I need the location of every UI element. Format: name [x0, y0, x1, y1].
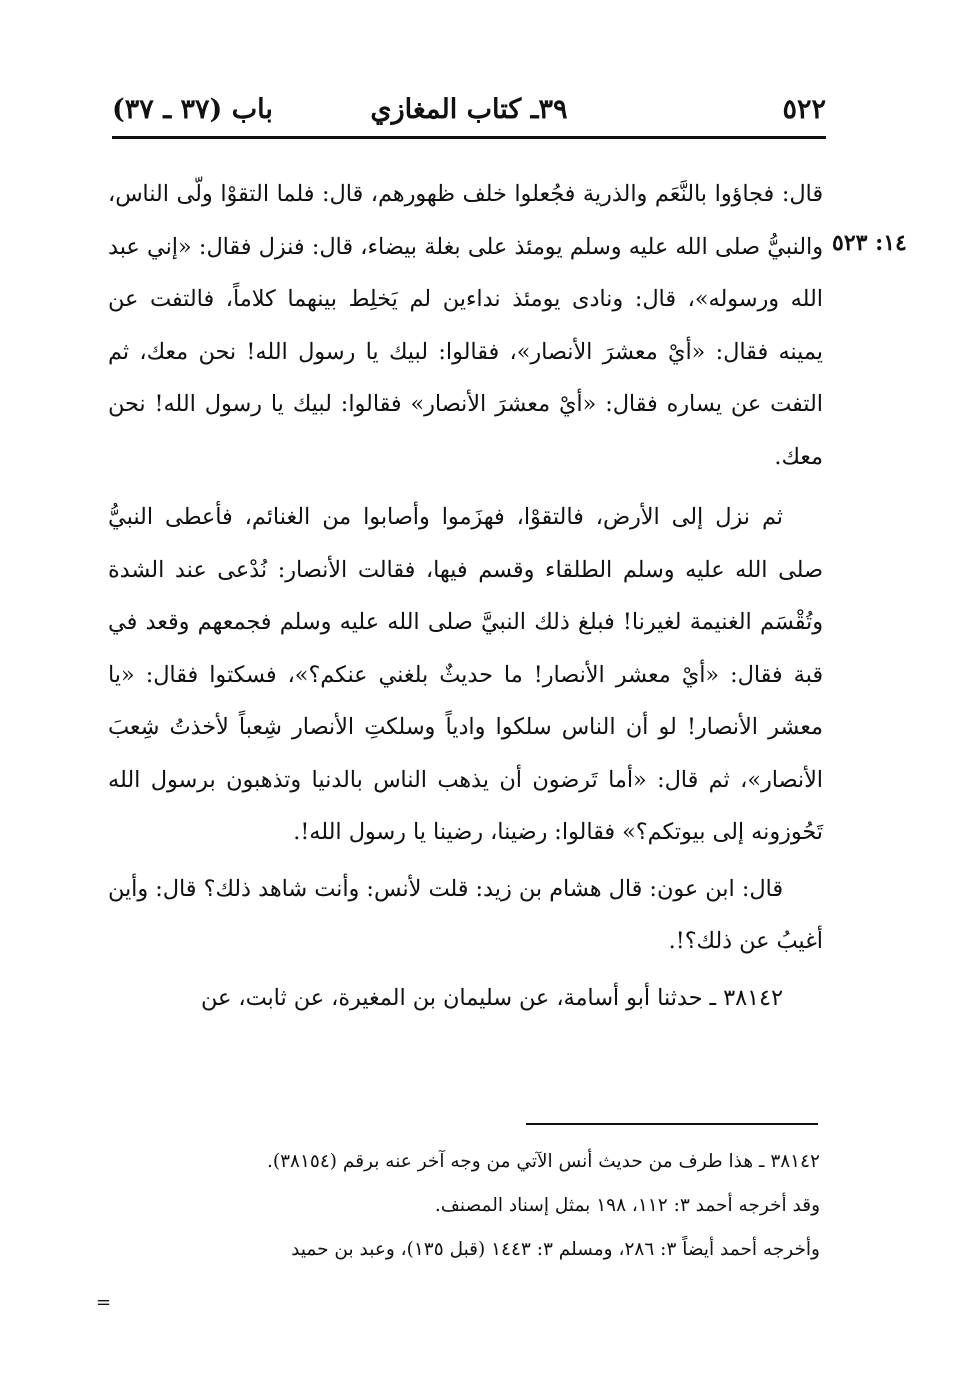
paragraph-1: قال: فجاؤوا بالنَّعَم والذرية فجُعلوا خلف ظهورهم، قال: فلما التقوْا ولّى الناس، والنبيُّ صلى الله عليه وسلم يومئذ على بغلة بيضاء، قال: فنزل فقال: «إني عبد الله ورسوله»، قال: ونادى يومئذ نداءين لم يَخلِط بينهما كلاماً، فالتفت عن يمينه فقال: «أيْ معشرَ الأنصار»، فقالوا: لبيك يا رسول الله! نحن معك، ثم التفت عن يساره فقال: «أيْ معشرَ الأنصار» فقالوا: لبيك يا رسول الله! نحن معك.	[108, 181, 823, 470]
footnotes	[96, 1140, 820, 1272]
paragraph-2: ثم نزل إلى الأرض، فالتقوْا، فهزَموا وأصابوا من الغنائم، فأعطى النبيُّ صلى الله عليه وسلم الطلقاء وقسم فيها، فقالت الأنصار: نُدْعى عند الشدة وتُقْسَم الغنيمة لغيرنا! فبلغ ذلك النبيَّ صلى الله عليه وسلم فجمعهم وقعد في قبة فقال: «أيْ معشر الأنصار! ما حديثٌ بلغني عنكم؟»، فسكتوا فقال: «يا معشر الأنصار! لو أن الناس سلكوا وادياً وسلكتِ الأنصار شِعباً لأخذتُ شِعبَ الأنصار»، ثم قال: «أما تَرضون أن يذهب الناس بالدنيا وتذهبون برسول الله تَحُوزونه إلى بيوتكم؟» فقالوا: رضينا، رضينا يا رسول الله!.	[108, 504, 823, 845]
book-title: ٣٩ـ كتاب المغازي	[370, 94, 568, 125]
main-text	[108, 168, 823, 1024]
paragraph-3: قال: ابن عون: قال هشام بن زيد: قلت لأنس: وأنت شاهد ذلك؟ قال: وأين أغيبُ عن ذلك؟!.	[108, 875, 823, 954]
footnote-divider	[526, 1123, 818, 1125]
margin-reference: ١٤: ٥٢٣	[832, 230, 907, 256]
continuation-mark: =	[96, 1292, 112, 1313]
footnote-2: وقد أخرجه أحمد ٣: ١١٢، ١٩٨ بمثل إسناد المصنف.	[434, 1195, 820, 1216]
hadith-38142-start: ٣٨١٤٢ ـ حدثنا أبو أسامة، عن سليمان بن المغيرة، عن ثابت، عن	[201, 984, 783, 1011]
footnote-1: ٣٨١٤٢ ـ هذا طرف من حديث أنس الآتي من وجه آخر عنه برقم (٣٨١٥٤).	[267, 1151, 820, 1172]
chapter-range: باب (٣٧ ـ ٣٧)	[112, 94, 273, 125]
footnote-3: وأخرجه أحمد أيضاً ٣: ٢٨٦، ومسلم ٣: ١٤٤٣ (قبل ١٣٥)، وعبد بن حميد	[291, 1239, 820, 1260]
page-number: ٥٢٢	[782, 94, 826, 125]
page-header	[112, 92, 826, 139]
